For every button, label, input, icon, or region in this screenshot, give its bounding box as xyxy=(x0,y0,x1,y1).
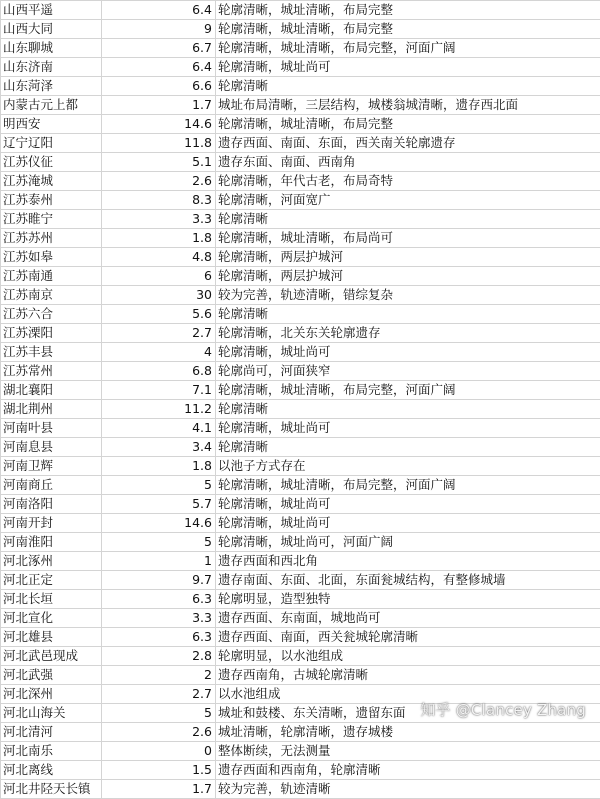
city-cell[interactable]: 河北长垣 xyxy=(1,590,102,609)
city-cell[interactable]: 河北涿州 xyxy=(1,552,102,571)
table-row xyxy=(1,495,600,514)
city-cell[interactable]: 山西平遥 xyxy=(1,1,102,20)
value-cell[interactable]: 6.8 xyxy=(102,362,216,381)
table-row xyxy=(1,210,600,229)
value-cell[interactable]: 5.6 xyxy=(102,305,216,324)
description-cell[interactable]: 整体断续，无法测量 xyxy=(216,742,600,761)
table-row xyxy=(1,286,600,305)
value-cell[interactable]: 1 xyxy=(102,552,216,571)
city-cell[interactable]: 江苏常州 xyxy=(1,362,102,381)
description-cell[interactable]: 轮廓清晰，城址尚可 xyxy=(216,514,600,533)
city-cell[interactable]: 江苏溧阳 xyxy=(1,324,102,343)
value-cell[interactable]: 0 xyxy=(102,742,216,761)
city-cell[interactable]: 河北宣化 xyxy=(1,609,102,628)
table-row xyxy=(1,571,600,590)
value-cell[interactable]: 14.6 xyxy=(102,115,216,134)
value-cell[interactable]: 11.2 xyxy=(102,400,216,419)
city-cell[interactable]: 江苏泰州 xyxy=(1,191,102,210)
city-cell[interactable]: 河南商丘 xyxy=(1,476,102,495)
table-row xyxy=(1,1,600,20)
city-cell[interactable]: 河北正定 xyxy=(1,571,102,590)
value-cell[interactable]: 2.8 xyxy=(102,647,216,666)
description-cell[interactable]: 以池子方式存在 xyxy=(216,457,600,476)
table-row xyxy=(1,96,600,115)
table-row xyxy=(1,742,600,761)
description-cell[interactable]: 轮廓明显，造型独特 xyxy=(216,590,600,609)
city-cell[interactable]: 山东聊城 xyxy=(1,39,102,58)
description-cell[interactable]: 轮廓清晰，城址清晰，布局完整，河面广阔 xyxy=(216,39,600,58)
table-row xyxy=(1,647,600,666)
description-cell[interactable]: 遗存西面和西北角 xyxy=(216,552,600,571)
description-cell[interactable]: 遗存西南角，古城轮廓清晰 xyxy=(216,666,600,685)
table-row xyxy=(1,229,600,248)
city-cell[interactable]: 江苏六合 xyxy=(1,305,102,324)
description-cell[interactable]: 轮廓清晰，城址清晰，布局完整 xyxy=(216,115,600,134)
value-cell[interactable]: 3.3 xyxy=(102,210,216,229)
description-cell[interactable]: 遗存东面、南面、西南角 xyxy=(216,153,600,172)
value-cell[interactable]: 14.6 xyxy=(102,514,216,533)
city-cell[interactable]: 河北雄县 xyxy=(1,628,102,647)
city-cell[interactable]: 江苏南通 xyxy=(1,267,102,286)
city-cell[interactable]: 河北武邑现成 xyxy=(1,647,102,666)
value-cell[interactable]: 4.1 xyxy=(102,419,216,438)
city-cell[interactable]: 河南息县 xyxy=(1,438,102,457)
description-cell[interactable]: 轮廓清晰 xyxy=(216,210,600,229)
value-cell[interactable]: 6.6 xyxy=(102,77,216,96)
description-cell[interactable]: 轮廓清晰 xyxy=(216,305,600,324)
description-cell[interactable]: 城址和鼓楼、东关清晰，遗留东面 xyxy=(216,704,600,723)
description-cell[interactable]: 轮廓明显，以水池组成 xyxy=(216,647,600,666)
description-cell[interactable]: 轮廓清晰，两层护城河 xyxy=(216,267,600,286)
city-cell[interactable]: 山西大同 xyxy=(1,20,102,39)
value-cell[interactable]: 6.3 xyxy=(102,628,216,647)
value-cell[interactable]: 1.7 xyxy=(102,780,216,799)
value-cell[interactable]: 3.3 xyxy=(102,609,216,628)
value-cell[interactable]: 1.5 xyxy=(102,761,216,780)
table-row xyxy=(1,77,600,96)
value-cell[interactable]: 2.6 xyxy=(102,723,216,742)
table-row xyxy=(1,305,600,324)
city-cell[interactable]: 江苏仪征 xyxy=(1,153,102,172)
table-row xyxy=(1,134,600,153)
value-cell[interactable]: 3.4 xyxy=(102,438,216,457)
city-cell[interactable]: 江苏如皋 xyxy=(1,248,102,267)
value-cell[interactable]: 5 xyxy=(102,533,216,552)
description-cell[interactable]: 轮廓清晰，城址清晰，布局完整 xyxy=(216,1,600,20)
description-cell[interactable]: 轮廓清晰，城址清晰，布局完整 xyxy=(216,20,600,39)
city-cell[interactable]: 江苏睢宁 xyxy=(1,210,102,229)
description-cell[interactable]: 轮廓清晰，城址清晰，布局完整，河面广阔 xyxy=(216,476,600,495)
city-cell[interactable]: 山东济南 xyxy=(1,58,102,77)
value-cell[interactable]: 9.7 xyxy=(102,571,216,590)
watermark-text: 知乎 @Clancey Zhang xyxy=(420,699,586,720)
value-cell[interactable]: 30 xyxy=(102,286,216,305)
city-cell[interactable]: 湖北荆州 xyxy=(1,400,102,419)
table-row xyxy=(1,533,600,552)
city-cell[interactable]: 河南开封 xyxy=(1,514,102,533)
city-cell[interactable]: 河南叶县 xyxy=(1,419,102,438)
city-cell[interactable]: 江苏苏州 xyxy=(1,229,102,248)
city-cell[interactable]: 河北离线 xyxy=(1,761,102,780)
table-row xyxy=(1,191,600,210)
value-cell[interactable]: 6 xyxy=(102,267,216,286)
table-row xyxy=(1,153,600,172)
value-cell[interactable]: 1.7 xyxy=(102,96,216,115)
city-cell[interactable]: 河北南乐 xyxy=(1,742,102,761)
table-row xyxy=(1,780,600,799)
description-cell[interactable]: 遗存西面、南面、东面，西关南关轮廓遗存 xyxy=(216,134,600,153)
description-cell[interactable]: 轮廓清晰 xyxy=(216,438,600,457)
city-cell[interactable]: 江苏淹城 xyxy=(1,172,102,191)
value-cell[interactable]: 5.1 xyxy=(102,153,216,172)
table-row xyxy=(1,172,600,191)
city-cell[interactable]: 江苏南京 xyxy=(1,286,102,305)
value-cell[interactable]: 1.8 xyxy=(102,229,216,248)
value-cell[interactable]: 9 xyxy=(102,20,216,39)
city-cell[interactable]: 湖北襄阳 xyxy=(1,381,102,400)
description-cell[interactable]: 轮廓清晰，城址清晰，布局尚可 xyxy=(216,229,600,248)
value-cell[interactable]: 4.8 xyxy=(102,248,216,267)
city-cell[interactable]: 河北武强 xyxy=(1,666,102,685)
table-row xyxy=(1,628,600,647)
value-cell[interactable]: 2.7 xyxy=(102,324,216,343)
description-cell[interactable]: 轮廓尚可，河面狭窄 xyxy=(216,362,600,381)
value-cell[interactable]: 2.7 xyxy=(102,685,216,704)
description-cell[interactable]: 轮廓清晰，城址尚可 xyxy=(216,58,600,77)
city-cell[interactable]: 河北山海关 xyxy=(1,704,102,723)
value-cell[interactable]: 6.4 xyxy=(102,1,216,20)
description-cell[interactable]: 轮廓清晰，河面宽广 xyxy=(216,191,600,210)
value-cell[interactable]: 4 xyxy=(102,343,216,362)
table-row xyxy=(1,552,600,571)
table-row xyxy=(1,590,600,609)
value-cell[interactable]: 8.3 xyxy=(102,191,216,210)
description-cell[interactable]: 较为完善，轨迹清晰 xyxy=(216,780,600,799)
description-cell[interactable]: 轮廓清晰，城址尚可 xyxy=(216,343,600,362)
description-cell[interactable]: 轮廓清晰 xyxy=(216,77,600,96)
description-cell[interactable]: 遗存南面、东面、北面，东面瓮城结构，有整修城墙 xyxy=(216,571,600,590)
table-row xyxy=(1,419,600,438)
value-cell[interactable]: 5 xyxy=(102,476,216,495)
value-cell[interactable]: 5 xyxy=(102,704,216,723)
city-cell[interactable]: 辽宁辽阳 xyxy=(1,134,102,153)
table-row xyxy=(1,267,600,286)
city-cell[interactable]: 内蒙古元上都 xyxy=(1,96,102,115)
table-row xyxy=(1,666,600,685)
table-row xyxy=(1,761,600,780)
table-row xyxy=(1,438,600,457)
value-cell[interactable]: 5.7 xyxy=(102,495,216,514)
table-row xyxy=(1,362,600,381)
city-cell[interactable]: 明西安 xyxy=(1,115,102,134)
table-row xyxy=(1,324,600,343)
value-cell[interactable]: 2 xyxy=(102,666,216,685)
city-cell[interactable]: 河北井陉天长镇 xyxy=(1,780,102,799)
table-body xyxy=(1,1,600,799)
city-cell[interactable]: 河南卫辉 xyxy=(1,457,102,476)
table-row xyxy=(1,476,600,495)
description-cell[interactable]: 遗存西面和西南角，轮廓清晰 xyxy=(216,761,600,780)
description-cell[interactable]: 城址清晰，轮廓清晰，遗存城楼 xyxy=(216,723,600,742)
table-row xyxy=(1,723,600,742)
description-cell[interactable]: 遗存西面、南面，西关瓮城轮廓清晰 xyxy=(216,628,600,647)
value-cell[interactable]: 1.8 xyxy=(102,457,216,476)
city-cell[interactable]: 河北深州 xyxy=(1,685,102,704)
city-cell[interactable]: 河北清河 xyxy=(1,723,102,742)
description-cell[interactable]: 轮廓清晰，北关东关轮廓遗存 xyxy=(216,324,600,343)
value-cell[interactable]: 6.3 xyxy=(102,590,216,609)
table-row xyxy=(1,343,600,362)
city-cell[interactable]: 河南洛阳 xyxy=(1,495,102,514)
value-cell[interactable]: 11.8 xyxy=(102,134,216,153)
value-cell[interactable]: 6.7 xyxy=(102,39,216,58)
value-cell[interactable]: 7.1 xyxy=(102,381,216,400)
description-cell[interactable]: 轮廓清晰，城址尚可，河面广阔 xyxy=(216,533,600,552)
city-cell[interactable]: 河南淮阳 xyxy=(1,533,102,552)
table-row xyxy=(1,514,600,533)
value-cell[interactable]: 2.6 xyxy=(102,172,216,191)
table-row xyxy=(1,609,600,628)
description-cell[interactable]: 轮廓清晰，城址尚可 xyxy=(216,495,600,514)
description-cell[interactable]: 轮廓清晰，城址清晰，布局完整，河面广阔 xyxy=(216,381,600,400)
table-row xyxy=(1,400,600,419)
table-row xyxy=(1,39,600,58)
description-cell[interactable]: 较为完善，轨迹清晰，错综复杂 xyxy=(216,286,600,305)
description-cell[interactable]: 城址布局清晰，三层结构，城楼翁城清晰，遗存西北面 xyxy=(216,96,600,115)
table-row xyxy=(1,20,600,39)
city-cell[interactable]: 江苏丰县 xyxy=(1,343,102,362)
description-cell[interactable]: 轮廓清晰，年代古老，布局奇特 xyxy=(216,172,600,191)
table-row xyxy=(1,248,600,267)
table-row xyxy=(1,704,600,723)
city-cell[interactable]: 山东菏泽 xyxy=(1,77,102,96)
description-cell[interactable]: 遗存西面、东南面，城地尚可 xyxy=(216,609,600,628)
table-row xyxy=(1,381,600,400)
table-row xyxy=(1,58,600,77)
table-row xyxy=(1,685,600,704)
description-cell[interactable]: 轮廓清晰 xyxy=(216,400,600,419)
table-row xyxy=(1,457,600,476)
value-cell[interactable]: 6.4 xyxy=(102,58,216,77)
description-cell[interactable]: 轮廓清晰，城址尚可 xyxy=(216,419,600,438)
table-row xyxy=(1,115,600,134)
description-cell[interactable]: 以水池组成 xyxy=(216,685,600,704)
description-cell[interactable]: 轮廓清晰，两层护城河 xyxy=(216,248,600,267)
